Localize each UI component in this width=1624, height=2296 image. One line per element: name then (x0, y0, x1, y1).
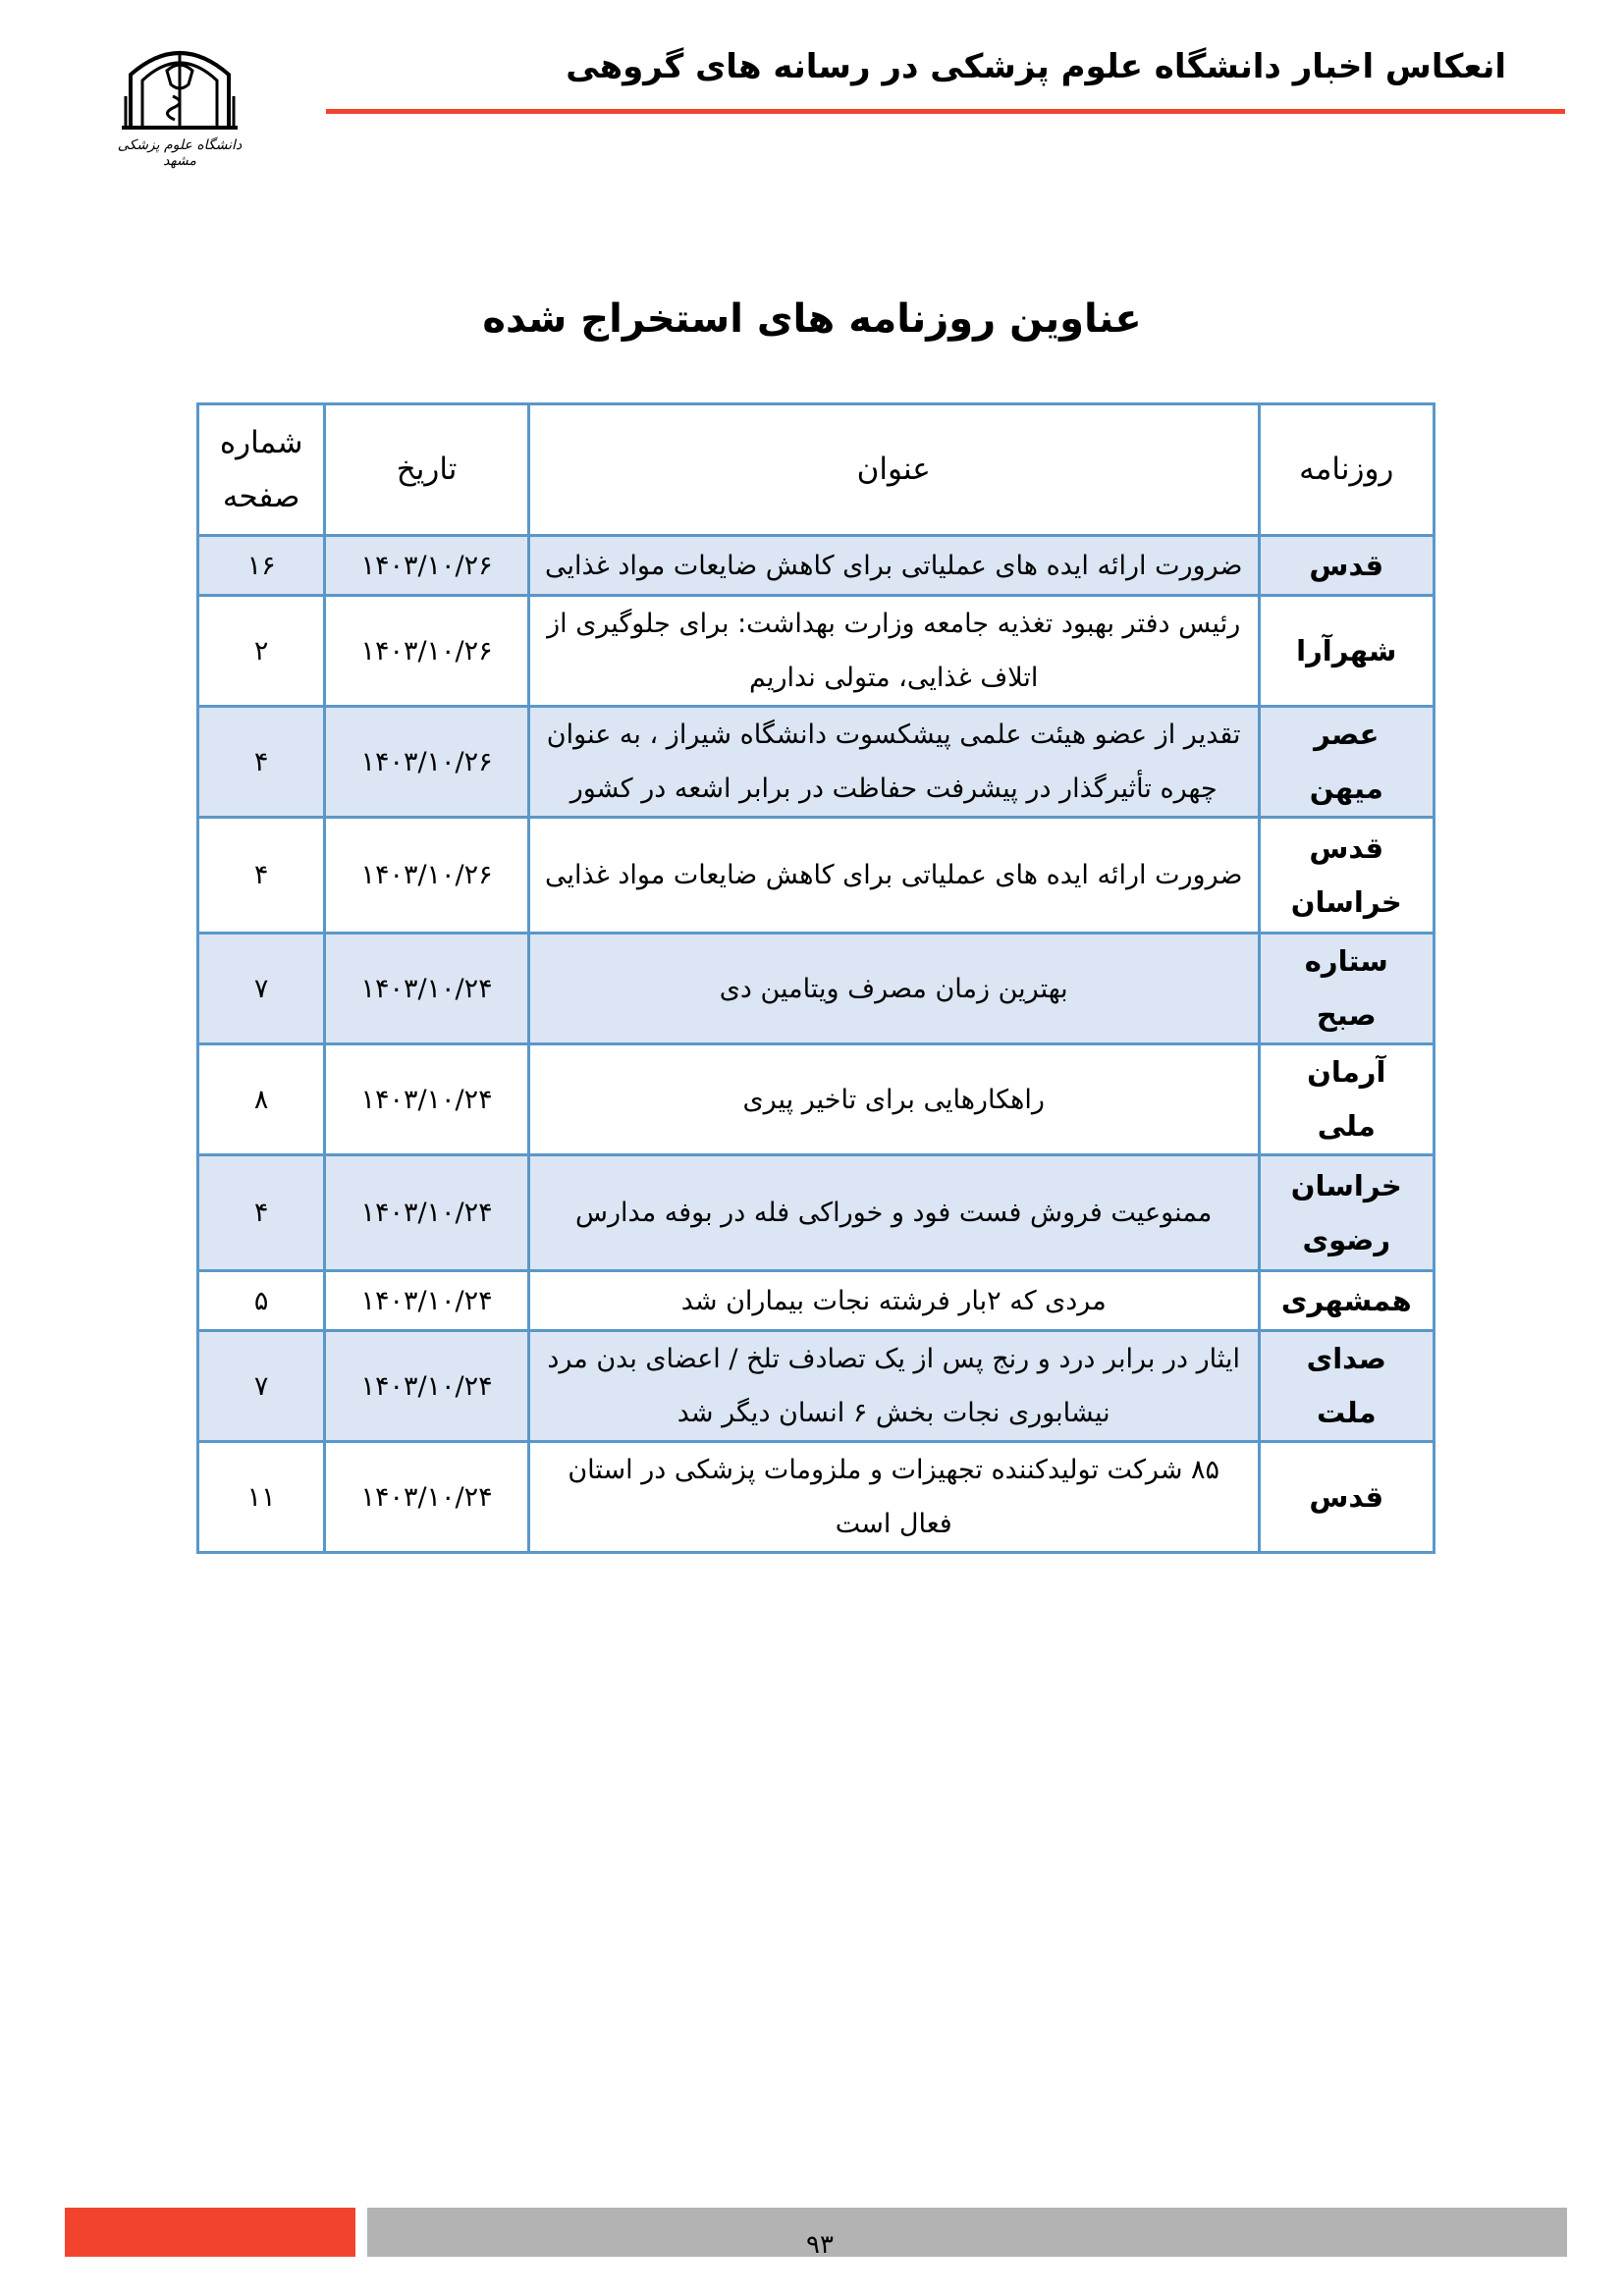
table-row (198, 1155, 1435, 1271)
column-header-date: تاریخ (325, 404, 528, 536)
page-cell: ۱۶ (198, 536, 325, 596)
date-cell: ۱۴۰۳/۱۰/۲۴ (325, 1442, 528, 1553)
page-cell: ۴ (198, 818, 325, 934)
table-row (198, 536, 1435, 596)
title-cell: ضرورت ارائه ایده های عملیاتی برای کاهش ضایعات مواد غذایی (528, 536, 1259, 596)
page-cell: ۷ (198, 1331, 325, 1442)
table-row (198, 1044, 1435, 1155)
newspaper-cell: قدس (1259, 536, 1434, 596)
column-header-page-line2: صفحه (222, 478, 300, 514)
table-row (198, 707, 1435, 818)
date-cell: ۱۴۰۳/۱۰/۲۴ (325, 1155, 528, 1271)
title-cell: راهکارهایی برای تاخیر پیری (528, 1044, 1259, 1155)
page-number: ۹۳ (806, 2230, 834, 2260)
newspaper-cell: خراسان رضوی (1259, 1155, 1434, 1271)
table-row (198, 934, 1435, 1044)
date-cell: ۱۴۰۳/۱۰/۲۴ (325, 934, 528, 1044)
logo-emblem-icon (116, 37, 244, 135)
page-cell: ۱۱ (198, 1442, 325, 1553)
date-cell: ۱۴۰۳/۱۰/۲۴ (325, 1271, 528, 1331)
newspaper-cell: آرمان ملی (1259, 1044, 1434, 1155)
table-row (198, 818, 1435, 934)
title-cell: ضرورت ارائه ایده های عملیاتی برای کاهش ضایعات مواد غذایی (528, 818, 1259, 934)
title-cell: رئیس دفتر بهبود تغذیه جامعه وزارت بهداشت: برای جلوگیری از اتلاف غذایی، متولی نداریم (528, 596, 1259, 707)
newspaper-cell: قدس خراسان (1259, 818, 1434, 934)
newspaper-cell: قدس (1259, 1442, 1434, 1553)
newspaper-table (196, 402, 1435, 1554)
header-title: انعکاس اخبار دانشگاه علوم پزشکی در رسانه های گروهی (566, 47, 1506, 86)
column-header-newspaper: روزنامه (1259, 404, 1434, 536)
newspaper-cell: شهرآرا (1259, 596, 1434, 707)
date-cell: ۱۴۰۳/۱۰/۲۴ (325, 1331, 528, 1442)
newspaper-cell: عصر میهن (1259, 707, 1434, 818)
newspaper-cell: همشهری (1259, 1271, 1434, 1331)
footer-red-bar (65, 2208, 355, 2257)
date-cell: ۱۴۰۳/۱۰/۲۶ (325, 818, 528, 934)
university-logo (116, 37, 244, 169)
title-cell: ایثار در برابر درد و رنج پس از یک تصادف تلخ / اعضای بدن مرد نیشابوری نجات بخش ۶ انسان دیگر شد (528, 1331, 1259, 1442)
page-cell: ۸ (198, 1044, 325, 1155)
date-cell: ۱۴۰۳/۱۰/۲۶ (325, 707, 528, 818)
header-rule (326, 109, 1565, 114)
newspaper-cell: صدای ملت (1259, 1331, 1434, 1442)
column-header-page-line1: شماره (219, 424, 303, 460)
logo-caption: دانشگاه علوم پزشکی مشهد (117, 137, 243, 169)
title-cell: مردی که ۲بار فرشته نجات بیماران شد (528, 1271, 1259, 1331)
column-header-page (198, 404, 325, 536)
document-title: عناوین روزنامه های استخراج شده (482, 296, 1142, 342)
title-cell: بهترین زمان مصرف ویتامین دی (528, 934, 1259, 1044)
column-header-title: عنوان (528, 404, 1259, 536)
date-cell: ۱۴۰۳/۱۰/۲۴ (325, 1044, 528, 1155)
title-cell: ممنوعیت فروش فست فود و خوراکی فله در بوفه مدارس (528, 1155, 1259, 1271)
date-cell: ۱۴۰۳/۱۰/۲۶ (325, 536, 528, 596)
page-cell: ۴ (198, 707, 325, 818)
page-cell: ۴ (198, 1155, 325, 1271)
table-header-row (198, 404, 1435, 536)
page-cell: ۷ (198, 934, 325, 1044)
title-cell: ۸۵ شرکت تولیدکننده تجهیزات و ملزومات پزشکی در استان فعال است (528, 1442, 1259, 1553)
table-row (198, 596, 1435, 707)
table-row (198, 1331, 1435, 1442)
date-cell: ۱۴۰۳/۱۰/۲۶ (325, 596, 528, 707)
title-cell: تقدیر از عضو هیئت علمی پیشکسوت دانشگاه شیراز ، به عنوان چهره تأثیرگذار در پیشرفت حفاظت در برابر اشعه در کشور (528, 707, 1259, 818)
newspaper-cell: ستاره صبح (1259, 934, 1434, 1044)
table-row (198, 1442, 1435, 1553)
table-row (198, 1271, 1435, 1331)
page-cell: ۵ (198, 1271, 325, 1331)
page-cell: ۲ (198, 596, 325, 707)
